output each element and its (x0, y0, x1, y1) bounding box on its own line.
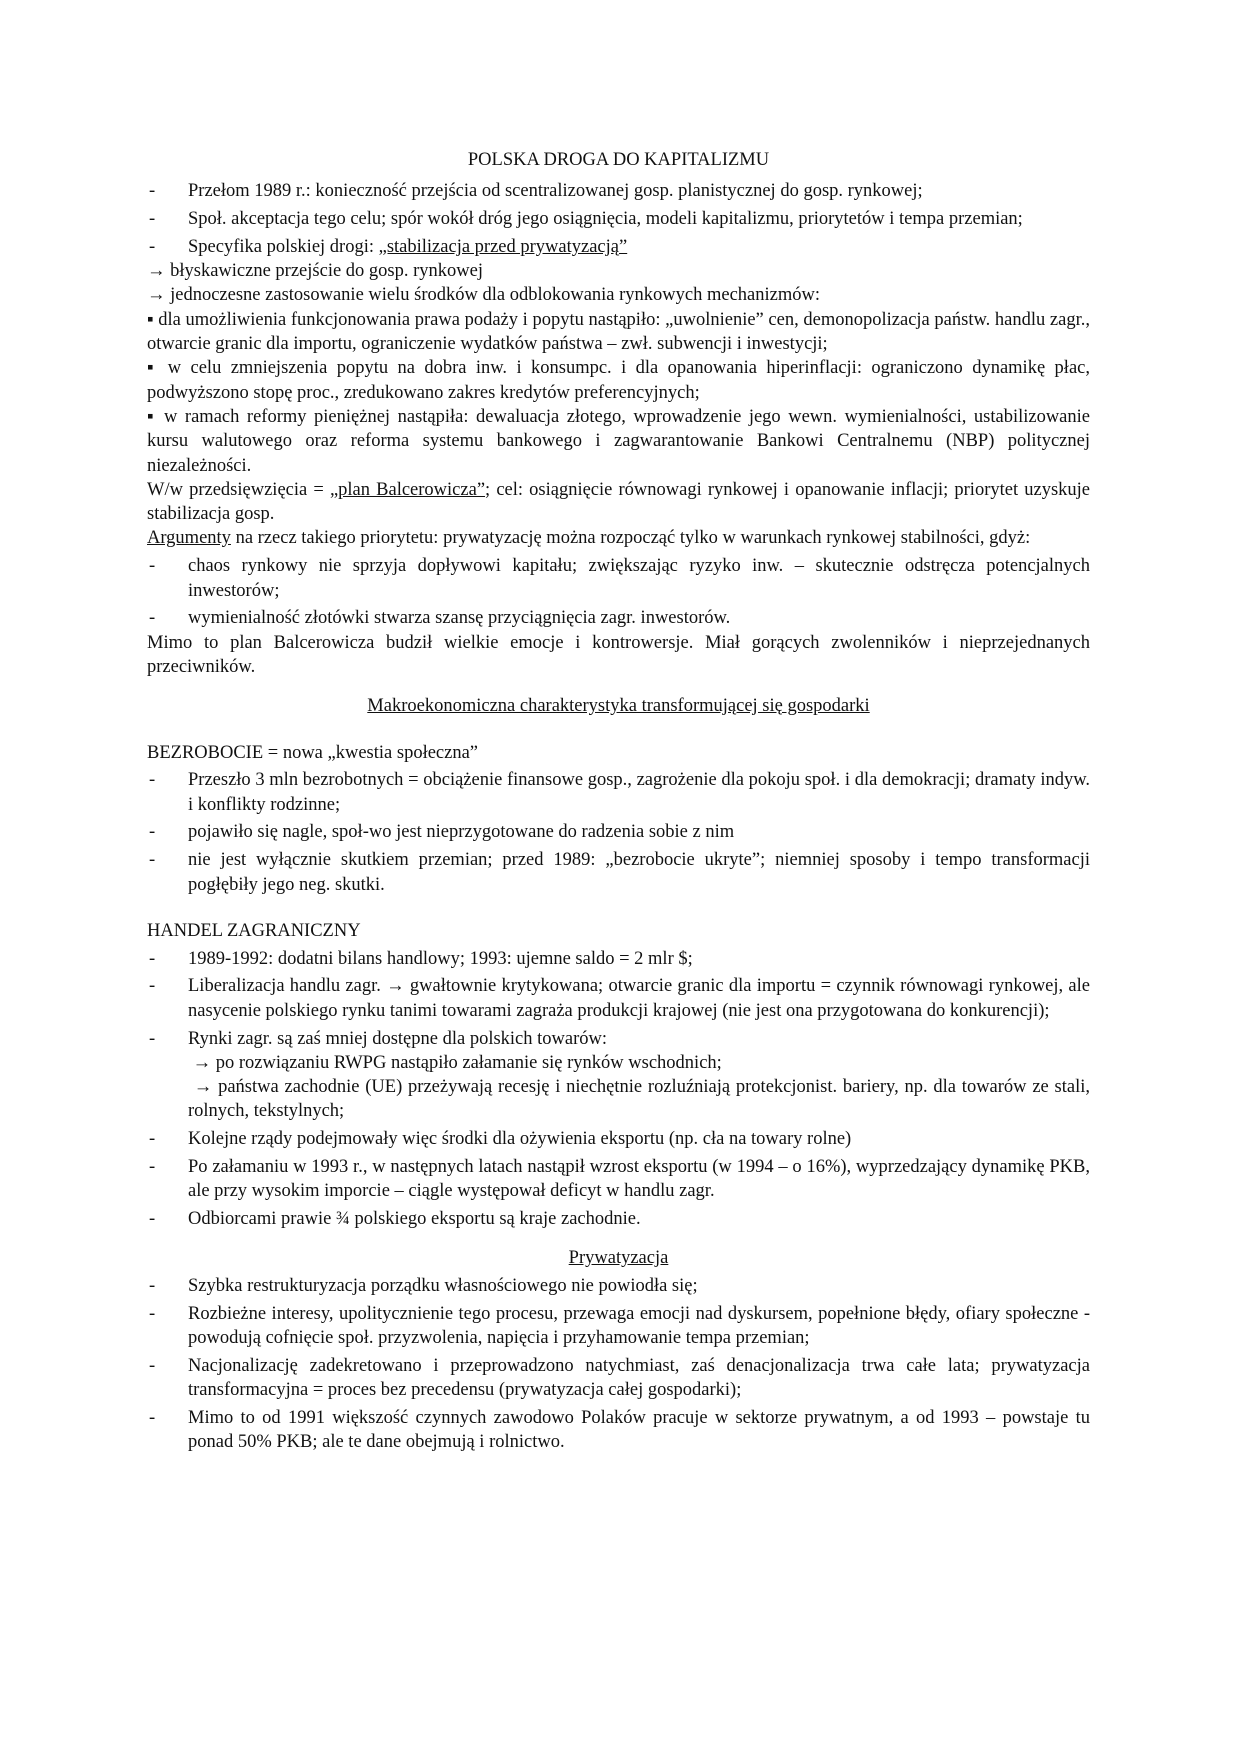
list-item (147, 1155, 1090, 1204)
list-item (147, 820, 1090, 844)
arguments-paragraph (147, 526, 1090, 550)
arrow-line: → błyskawiczne przejście do gosp. rynkowej (147, 261, 483, 282)
item-text: nie jest wyłącznie skutkiem przemian; przed 1989: „bezrobocie ukryte”; niemniej sposoby i tempo transformacji pogłębiły jego neg. skutki. (188, 850, 1090, 895)
item-text: → po rozwiązaniu RWPG nastąpiło załamanie się rynków wschodnich; (192, 1052, 722, 1073)
underlined-phrase: „stabilizacja przed prywatyzacją” (378, 236, 628, 257)
dash: - (149, 1356, 156, 1377)
subsection-heading: HANDEL ZAGRANICZNY (147, 920, 361, 941)
closing-paragraph: Mimo to plan Balcerowicza budził wielkie emocje i kontrowersje. Miał gorących zwolenników i nieprzejednanych przeciwników. (147, 632, 1090, 677)
dash: - (149, 209, 156, 230)
list-item (147, 207, 1090, 231)
list-item (147, 235, 1090, 259)
list-item (147, 554, 1090, 603)
dash: - (149, 608, 156, 629)
list-item (147, 606, 1090, 630)
item-text: Rozbieżne interesy, upolitycznienie tego procesu, przewaga emocji nad dyskursem, popełnione błędy, ofiary społeczne - powodują cofnięcie społ. przyzwolenia, napięcia i przyhamowanie tempa przemian; (188, 1303, 1090, 1349)
underlined-phrase: Argumenty (147, 528, 231, 549)
dash: - (149, 1156, 156, 1177)
item-text: 1989-1992: dodatni bilans handlowy; 1993: ujemne saldo = 2 mlr $; (188, 948, 693, 969)
dash: - (149, 1028, 156, 1049)
item-text: Rynki zagr. są zaś mniej dostępne dla polskich towarów: (188, 1028, 608, 1049)
item-text: → państwa zachodnie (UE) przeżywają recesję i niechętnie rozluźniają protekcjonist. bariery, np. dla towarów ze stali, rolnych, tekstylnych; (188, 1077, 1091, 1122)
plan-paragraph (147, 478, 1090, 527)
dash: - (149, 822, 156, 843)
text: W/w przedsięwzięcia = (147, 479, 330, 500)
bullet-paragraph: ▪ dla umożliwienia funkcjonowania prawa podaży i popytu nastąpiło: „uwolnienie” cen, demonopolizacja państw. handlu zagr., otwarcie granic dla importu, ograniczenie wydatków państwa – zwł. subwencji i inwestycji; (147, 309, 1090, 355)
list-item (147, 1406, 1090, 1455)
dash: - (149, 236, 156, 257)
list-item (147, 1354, 1090, 1403)
list-item (147, 947, 1090, 971)
sub-item (188, 1075, 1090, 1124)
item-text: Kolejne rządy podejmowały więc środki dla ożywienia eksportu (np. cła na towary rolne) (188, 1129, 852, 1150)
list-item (147, 1027, 1090, 1124)
dash: - (149, 770, 156, 791)
item-text: Mimo to od 1991 większość czynnych zawodowo Polaków pracuje w sektorze prywatnym, a od 1993 – powstaje tu ponad 50% PKB; ale te dane obejmują i rolnictwo. (188, 1408, 1090, 1453)
dash: - (149, 181, 156, 202)
document-title: POLSKA DROGA DO KAPITALIZMU (467, 150, 770, 170)
item-text: Nacjonalizację zadekretowano i przeprowadzono natychmiast, zaś denacjonalizacja trwa całe lata; prywatyzacja transformacyjna = proces bez precedensu (prywatyzacja całej gospodarki); (188, 1356, 1090, 1401)
subsection-heading: BEZROBOCIE = nowa „kwestia społeczna” (147, 742, 479, 763)
text: ; cel: osiągnięcie równowagi rynkowej i opanowanie inflacji; priorytet uzyskuje stabilizacja gosp. (147, 479, 1090, 525)
subsection-heading: Prywatyzacja (568, 1248, 669, 1269)
bullet-paragraph: ▪ w ramach reformy pieniężnej nastąpiła: dewaluacja złotego, wprowadzenie jego wewn. wymienialności, ustabilizowanie kursu walutowego oraz reforma systemu bankowego i zagwarantowanie Bankowi Centralnemu (NBP) politycznej niezależności. (147, 406, 1090, 476)
text: na rzecz takiego priorytetu: prywatyzację można rozpocząć tylko w warunkach rynkowej stabilności, gdyż: (230, 528, 1031, 549)
item-text: Społ. akceptacja tego celu; spór wokół dróg jego osiągnięcia, modeli kapitalizmu, priorytetów i tempa przemian; (188, 209, 1023, 230)
dash: - (149, 1408, 156, 1429)
dash: - (149, 1129, 156, 1150)
section-heading: Makroekonomiczna charakterystyka transformującej się gospodarki (367, 696, 870, 717)
list-item (147, 974, 1090, 1023)
dash: - (149, 976, 156, 997)
item-text: Specyfika polskiej drogi: (188, 236, 379, 257)
item-text: Szybka restrukturyzacja porządku własnościowego nie powiodła się; (188, 1276, 698, 1297)
list-item (147, 1302, 1090, 1351)
list-item (147, 1207, 1090, 1231)
dash: - (149, 556, 156, 577)
item-text: Liberalizacja handlu zagr. → gwałtownie krytykowana; otwarcie granic dla importu = czynnik równowagi rynkowej, ale nasycenie polskiego rynku tanimi towarami zagraża produkcji krajowej (nie jest ona przygotowana do konkurencji); (188, 976, 1090, 1021)
arrow-line: → jednoczesne zastosowanie wielu środków dla odblokowania rynkowych mechanizmów: (147, 285, 821, 306)
item-text: Odbiorcami prawie ¾ polskiego eksportu są kraje zachodnie. (188, 1209, 641, 1230)
underlined-phrase: „plan Balcerowicza” (329, 479, 486, 500)
item-text: wymienialność złotówki stwarza szansę przyciągnięcia zagr. inwestorów. (188, 608, 731, 629)
item-text: Przełom 1989 r.: konieczność przejścia od scentralizowanej gosp. planistycznej do gosp. rynkowej; (188, 181, 923, 202)
bullet-paragraph: ▪ w celu zmniejszenia popytu na dobra inw. i konsumpc. i dla opanowania hiperinflacji: ograniczono dynamikę płac, podwyższono stopę proc., zredukowano zakres kredytów preferencyjnych; (147, 358, 1090, 403)
dash: - (149, 1303, 156, 1324)
dash: - (149, 850, 156, 871)
list-item (147, 1127, 1090, 1151)
dash: - (149, 1209, 156, 1230)
item-text: Po załamaniu w 1993 r., w następnych latach nastąpił wzrost eksportu (w 1994 – o 16%), wyprzedzający dynamikę PKB, ale przy wysokim imporcie – ciągle występował deficyt w handlu zagr. (188, 1156, 1090, 1202)
list-item (147, 848, 1090, 897)
item-text: chaos rynkowy nie sprzyja dopływowi kapitału; zwiększając ryzyko inw. – skutecznie odstręcza potencjalnych inwestorów; (188, 556, 1090, 601)
document-page (147, 148, 1090, 1455)
item-text: pojawiło się nagle, społ-wo jest nieprzygotowane do radzenia sobie z nim (188, 822, 735, 843)
list-item (147, 768, 1090, 817)
dash: - (149, 1276, 156, 1297)
sub-item (188, 1051, 1090, 1075)
list-item (147, 1274, 1090, 1298)
dash: - (149, 948, 156, 969)
list-item (147, 179, 1090, 203)
item-text: Przeszło 3 mln bezrobotnych = obciążenie finansowe gosp., zagrożenie dla pokoju społ. i dla demokracji; dramaty indyw. i konflikty rodzinne; (188, 770, 1090, 815)
